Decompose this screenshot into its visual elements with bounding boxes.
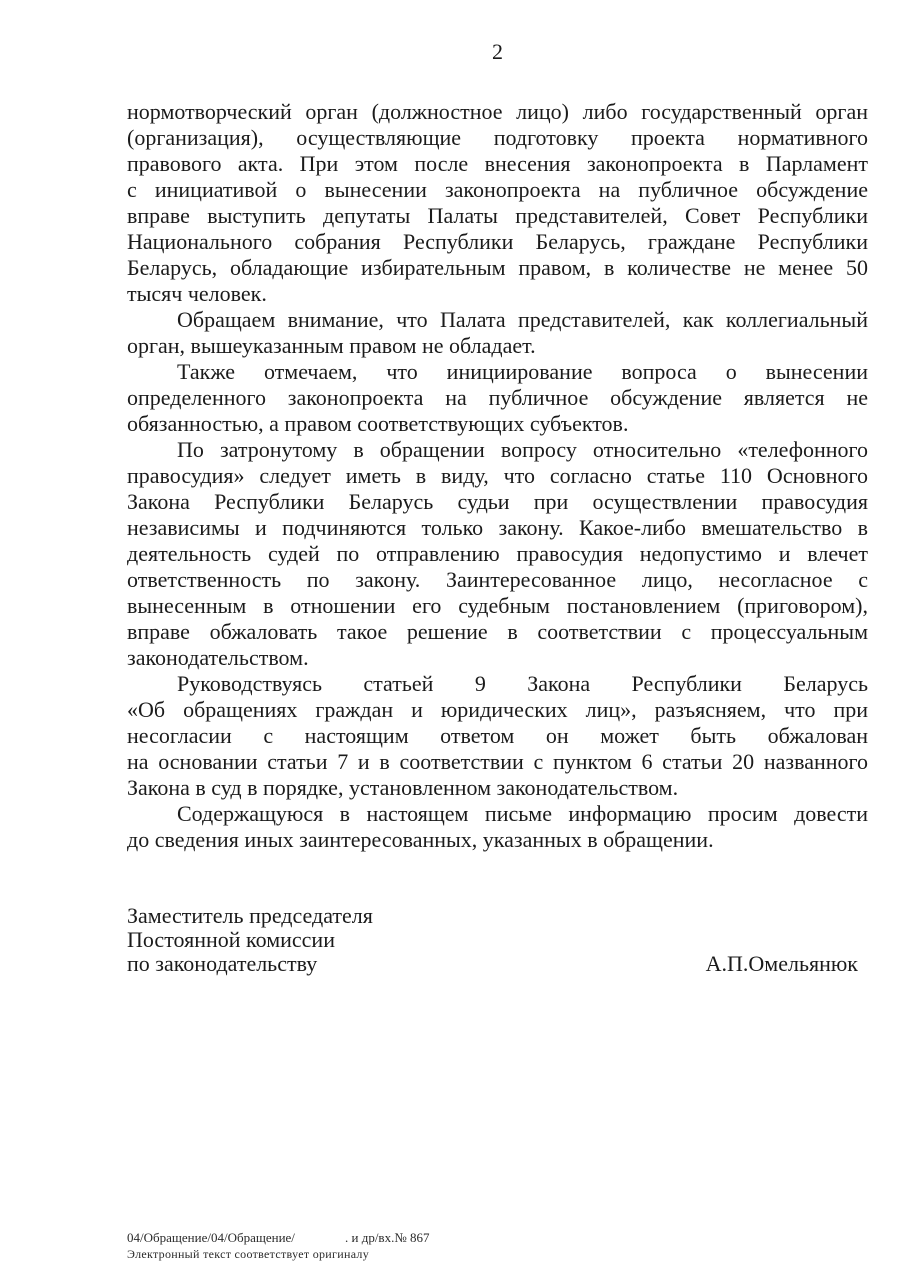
paragraph [127,99,868,307]
text-line: несогласии с настоящим ответом он может быть обжалован [127,723,868,748]
signature-title-line-3: по законодательству [127,951,318,976]
signature-block [127,904,868,976]
text-line: обязанностью, а правом соответствующих субъектов. [127,411,629,436]
paragraph [127,801,868,853]
text-line: Беларусь, обладающие избирательным правом, в количестве не менее 50 [127,255,868,280]
signature-title-row [127,952,868,976]
text-line: ответственность по закону. Заинтересованное лицо, несогласное с [127,567,868,592]
text-line: Закона в суд в порядке, установленном законодательством. [127,775,679,800]
text-line: тысяч человек. [127,281,267,306]
document-body [127,99,868,853]
text-line: законодательством. [127,645,309,670]
text-line: деятельность судей по отправлению правосудия недопустимо и влечет [127,541,868,566]
text-line: Обращаем внимание, что Палата представителей, как коллегиальный [177,307,868,332]
text-line: независимы и подчиняются только закону. Какое-либо вмешательство в [127,515,868,540]
paragraph [127,359,868,437]
footer-reference-left: 04/Обращение/04/Обращение/ [127,1230,295,1245]
text-line: на основании статьи 7 и в соответствии с пунктом 6 статьи 20 названного [127,749,868,774]
footer-reference-right: . и др/вх.№ 867 [345,1230,430,1245]
footer-reference-line [127,1230,868,1246]
text-line: орган, вышеуказанным правом не обладает. [127,333,536,358]
signature-name: А.П.Омельянюк [705,951,858,976]
text-line: вправе выступить депутаты Палаты представителей, Совет Республики [127,203,868,228]
text-line: определенного законопроекта на публичное обсуждение является не [127,385,868,410]
text-line: правосудия» следует иметь в виду, что согласно статье 110 Основного [127,463,868,488]
text-line: вправе обжаловать такое решение в соответствии с процессуальным [127,619,868,644]
text-line: По затронутому в обращении вопросу относительно «телефонного [177,437,868,462]
paragraph [127,437,868,671]
paragraph [127,671,868,801]
text-line: «Об обращениях граждан и юридических лиц», разъясняем, что при [127,697,868,722]
text-line: Национального собрания Республики Беларусь, граждане Республики [127,229,868,254]
text-line: Содержащуюся в настоящем письме информацию просим довести [177,801,868,826]
text-line: Закона Республики Беларусь судьи при осуществлении правосудия [127,489,868,514]
signature-title-line-1: Заместитель председателя [127,903,373,928]
text-line: с инициативой о вынесении законопроекта на публичное обсуждение [127,177,868,202]
text-line: правового акта. При этом после внесения законопроекта в Парламент [127,151,868,176]
text-line: нормотворческий орган (должностное лицо) либо государственный орган [127,99,868,124]
text-line: вынесенным в отношении его судебным постановлением (приговором), [127,593,868,618]
text-line: Руководствуясь статьей 9 Закона Республики Беларусь [177,671,868,696]
page-number: 2 [492,39,503,64]
text-line: Также отмечаем, что инициирование вопроса о вынесении [177,359,868,384]
signature-title-line-2: Постоянной комиссии [127,927,335,952]
paragraph [127,307,868,359]
footer-authenticity-note: Электронный текст соответствует оригиналу [127,1247,370,1261]
text-line: (организация), осуществляющие подготовку проекта нормативного [127,125,868,150]
text-line: до сведения иных заинтересованных, указанных в обращении. [127,827,714,852]
